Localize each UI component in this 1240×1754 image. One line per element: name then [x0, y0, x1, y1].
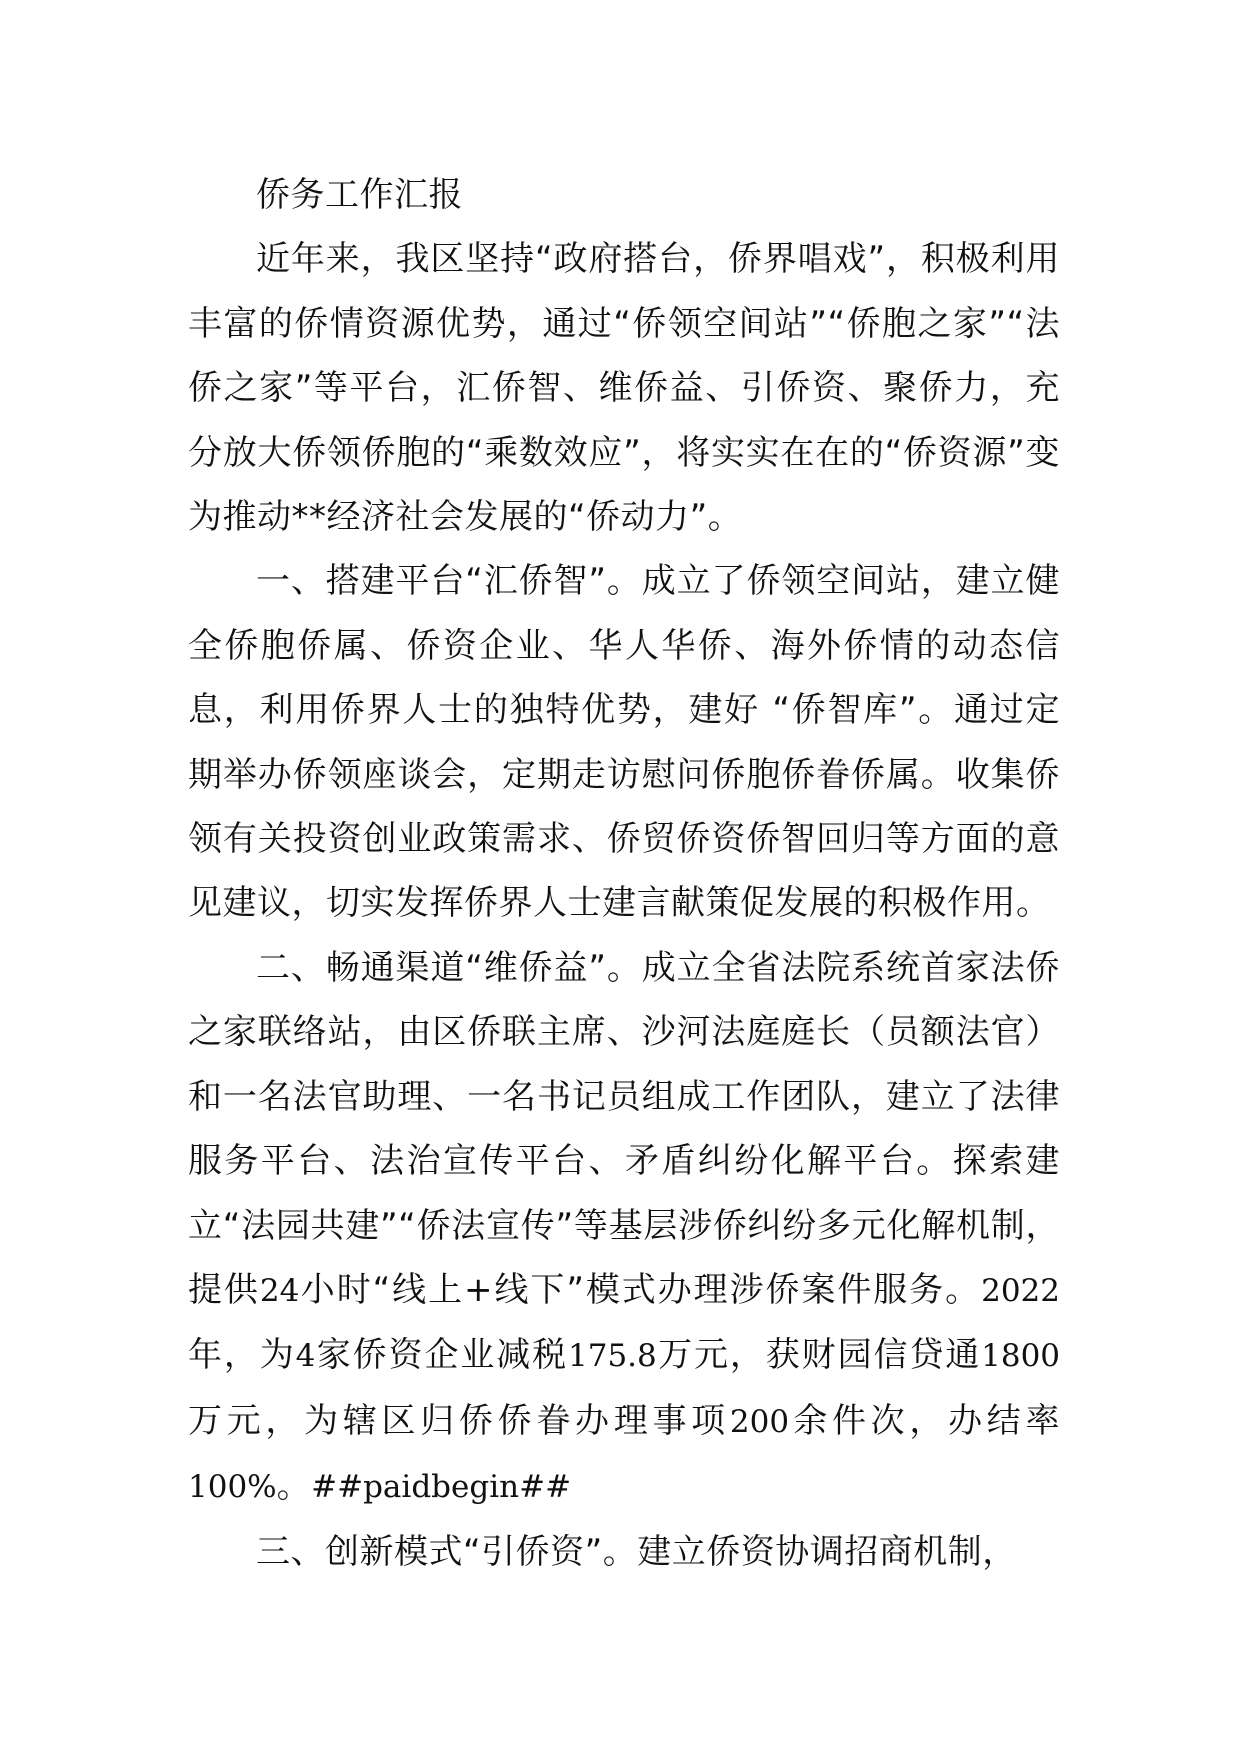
section-2-text-b: 小时“线上+线下”模式办理涉侨案件服务。: [299, 1269, 982, 1310]
section-2-text-g: 余件次，办结率: [789, 1400, 1061, 1441]
tax-reduction-amount: 175.8: [568, 1338, 657, 1375]
handled-items-count: 200: [729, 1403, 790, 1440]
loan-amount: 1800: [981, 1338, 1061, 1375]
section-2-paragraph: [188, 936, 1060, 1520]
section-2-text-d: 家侨资企业减税: [315, 1335, 568, 1376]
section-2-text-e: 万元，获财园信贷通: [656, 1335, 982, 1376]
section-2-text-a: 二、畅通渠道“维侨益”。成立全省法院系统首家法侨之家联络站，由区侨联主席、沙河法庭庭长（员额法官）和一名法官助理、一名书记员组成工作团队，建立了法律服务平台、法治宣传平台、矛盾纠纷化解平台。探索建立“法园共建”“侨法宣传”等基层涉侨纠纷多元化解机制，提供: [188, 947, 1060, 1310]
report-year: 2022: [981, 1272, 1061, 1309]
document-body: [188, 163, 1060, 1584]
document-title: 侨务工作汇报: [256, 175, 463, 215]
company-count: 4: [295, 1338, 316, 1375]
section-2-text-h: 。: [276, 1466, 312, 1507]
service-hours: 24: [259, 1272, 300, 1309]
section-2-text-f: 万元，为辖区归侨侨眷办理事项: [188, 1400, 730, 1441]
paid-begin-marker: ##paidbegin##: [311, 1469, 572, 1506]
section-2-text-c: 年，为: [188, 1335, 296, 1376]
completion-rate: 100%: [188, 1469, 277, 1506]
intro-paragraph: 近年来，我区坚持“政府搭台，侨界唱戏”，积极利用丰富的侨情资源优势，通过“侨领空间站”“侨胞之家”“法侨之家”等平台，汇侨智、维侨益、引侨资、聚侨力，充分放大侨领侨胞的“乘数效应”，将实实在在的“侨资源”变为推动**经济社会发展的“侨动力”。: [188, 239, 1060, 538]
section-3-paragraph: 三、创新模式“引侨资”。建立侨资协调招商机制，: [256, 1531, 1017, 1572]
section-1-paragraph: 一、搭建平台“汇侨智”。成立了侨领空间站，建立健全侨胞侨属、侨资企业、华人华侨、海外侨情的动态信息，利用侨界人士的独特优势，建好 “侨智库”。通过定期举办侨领座谈会，定期走访慰问侨胞侨眷侨属。收集侨领有关投资创业政策需求、侨贸侨资侨智回归等方面的意见建议，切实发挥侨界人士建言献策促发展的积极作用。: [188, 561, 1060, 924]
